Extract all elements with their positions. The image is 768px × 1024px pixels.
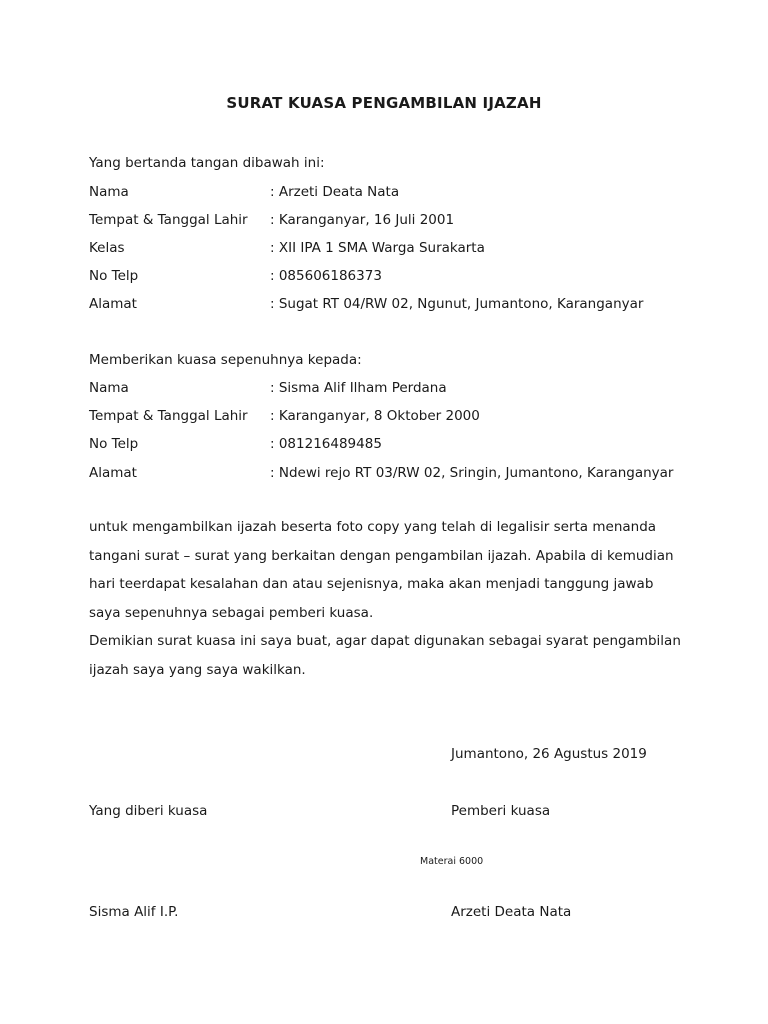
stamp-note: Materai 6000 [420, 856, 484, 867]
body-line: tangani surat – surat yang berkaitan dengan pengambilan ijazah. Apabila di kemudian [89, 548, 674, 564]
grantor-birth-value: : Karanganyar, 16 Juli 2001 [270, 212, 455, 228]
place-date: Jumantono, 26 Agustus 2019 [451, 746, 647, 762]
grantor-signature-name: Arzeti Deata Nata [451, 904, 572, 920]
grantee-name-label: Nama [89, 380, 129, 396]
grantor-birth-label: Tempat & Tanggal Lahir [89, 212, 248, 228]
grantor-signature-label: Pemberi kuasa [451, 803, 551, 819]
grantee-birth-value: : Karanganyar, 8 Oktober 2000 [270, 408, 480, 424]
grantee-signature-label: Yang diberi kuasa [89, 803, 208, 819]
grantor-phone-label: No Telp [89, 268, 139, 284]
grantor-class-label: Kelas [89, 240, 125, 256]
grantee-birth-label: Tempat & Tanggal Lahir [89, 408, 248, 424]
grantor-class-value: : XII IPA 1 SMA Warga Surakarta [270, 240, 485, 256]
grantor-name-label: Nama [89, 184, 129, 200]
grantee-address-value: : Ndewi rejo RT 03/RW 02, Sringin, Jumantono, Karanganyar [270, 465, 674, 481]
grantee-phone-label: No Telp [89, 436, 139, 452]
body-line: saya sepenuhnya sebagai pemberi kuasa. [89, 605, 374, 621]
body-line: ijazah saya yang saya wakilkan. [89, 662, 306, 678]
grantee-phone-value: : 081216489485 [270, 436, 382, 452]
grantor-address-value: : Sugat RT 04/RW 02, Ngunut, Jumantono, Karanganyar [270, 296, 644, 312]
grantee-signature-name: Sisma Alif I.P. [89, 904, 179, 920]
body-line: untuk mengambilkan ijazah beserta foto copy yang telah di legalisir serta menanda [89, 519, 657, 535]
body-line: hari teerdapat kesalahan dan atau sejenisnya, maka akan menjadi tanggung jawab [89, 576, 654, 592]
letter-title: SURAT KUASA PENGAMBILAN IJAZAH [226, 94, 542, 112]
grantee-name-value: : Sisma Alif Ilham Perdana [270, 380, 447, 396]
body-line: Demikian surat kuasa ini saya buat, agar dapat digunakan sebagai syarat pengambilan [89, 633, 681, 649]
grantee-address-label: Alamat [89, 465, 137, 481]
grantee-intro: Memberikan kuasa sepenuhnya kepada: [89, 352, 362, 368]
grantor-address-label: Alamat [89, 296, 137, 312]
grantor-phone-value: : 085606186373 [270, 268, 382, 284]
grantor-intro: Yang bertanda tangan dibawah ini: [89, 155, 325, 171]
grantor-name-value: : Arzeti Deata Nata [270, 184, 400, 200]
